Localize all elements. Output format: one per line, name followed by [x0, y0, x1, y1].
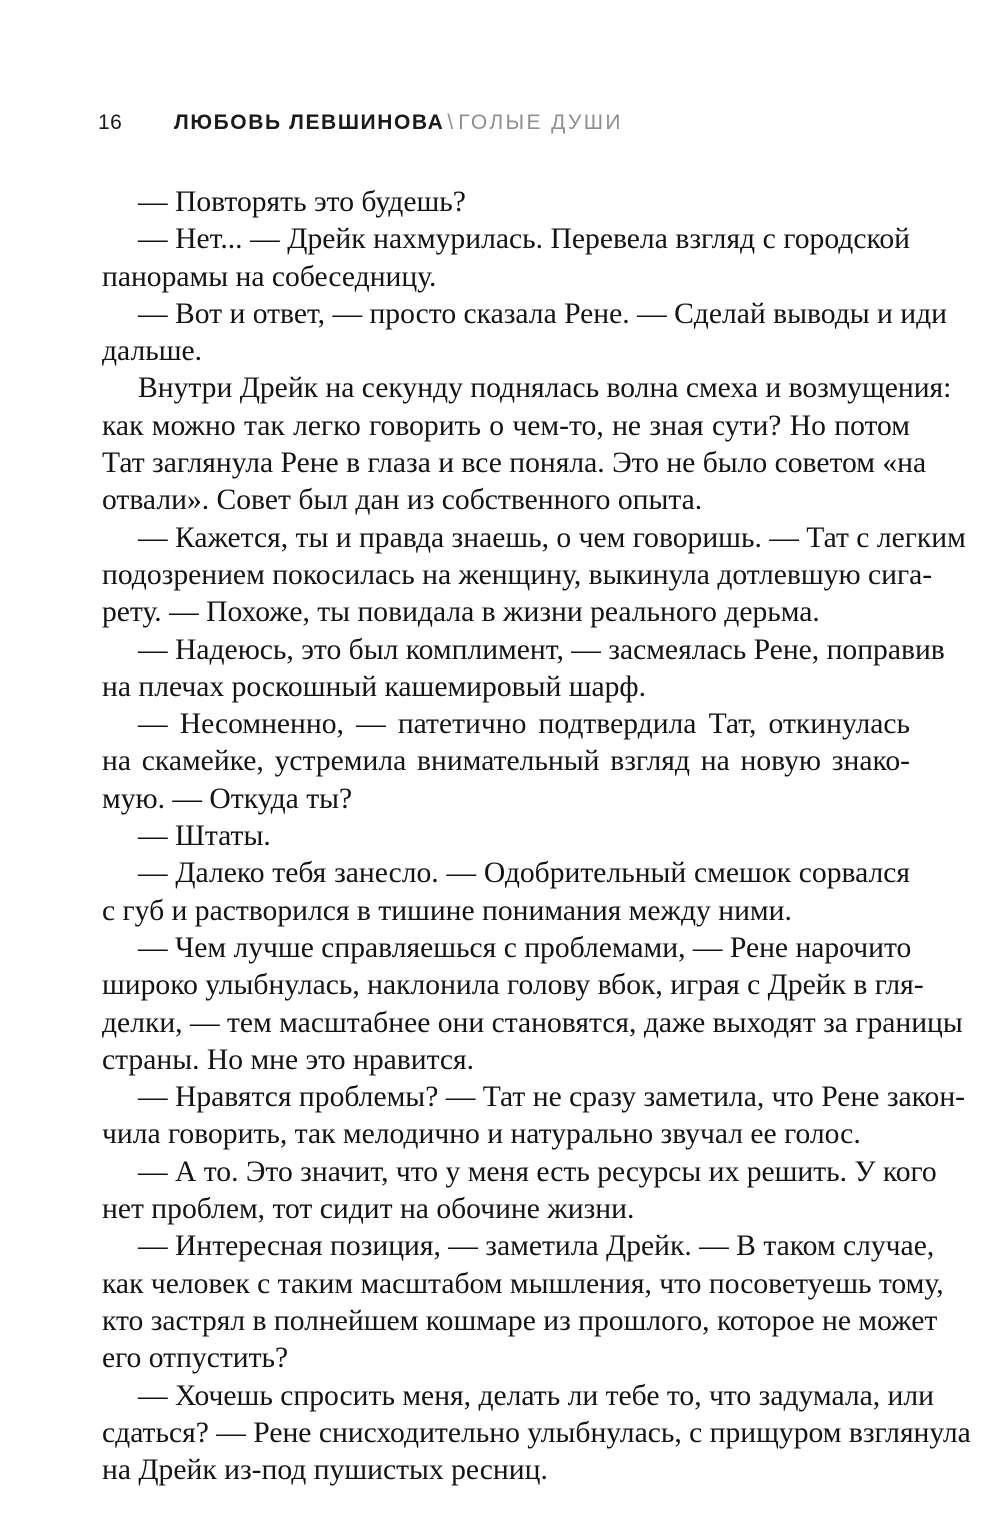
text-line: нет проблем, тот сидит на обочине жизни.: [102, 1193, 635, 1226]
text-line: страны. Но мне это нравится.: [102, 1043, 475, 1076]
text-line: — Повторять это будешь?: [138, 186, 466, 218]
text-line: — Хочешь спросить меня, делать ли тебе то, что задумала, или: [138, 1379, 934, 1412]
text-line: рету. — Похоже, ты повидала в жизни реального дерьма.: [102, 596, 820, 629]
text-line: Внутри Дрейк на секунду поднялась волна смеха и возмущения:: [138, 372, 952, 405]
text-line: отвали». Совет был дан из собственного опыта.: [102, 484, 703, 517]
text-line: — Кажется, ты и правда знаешь, о чем говоришь. — Тат с легким: [138, 521, 966, 554]
book-title: ГОЛЫЕ ДУШИ: [458, 111, 623, 134]
body-text: [102, 184, 971, 1489]
text-line: дальше.: [102, 335, 203, 368]
page-number: 16: [98, 111, 123, 134]
text-line: подозрением покосилась на женщину, выкинула дотлевшую сига-: [102, 558, 933, 591]
text-line: его отпустить?: [102, 1342, 289, 1375]
text-line: — Далеко тебя занесло. — Одобрительный смешок сорвался: [138, 857, 910, 890]
header-separator: \: [447, 111, 455, 134]
text-line: кто застрял в полнейшем кошмаре из прошлого, которое не может: [102, 1304, 938, 1337]
text-line: на плечах роскошный кашемировый шарф.: [102, 670, 647, 703]
text-line: с губ и растворился в тишине понимания между ними.: [102, 894, 792, 927]
text-line: чила говорить, так мелодично и натурально звучал ее голос.: [102, 1118, 861, 1151]
text-line: — Несомненно, — патетично подтвердила Тат, откинулась: [138, 708, 910, 741]
text-line: как можно так легко говорить о чем-то, не зная сути? Но потом: [102, 409, 910, 442]
text-line: делки, — тем масштабнее они становятся, даже выходят за границы: [102, 1006, 963, 1039]
text-line: на скамейке, устремила внимательный взгляд на новую знако-: [102, 745, 910, 778]
text-line: — Вот и ответ, — просто сказала Рене. — Сделай выводы и иди: [138, 297, 948, 330]
text-line: как человек с таким масштабом мышления, что посоветуешь тому,: [102, 1267, 944, 1300]
text-line: сдаться? — Рене снисходительно улыбнулась, с прищуром взглянула: [102, 1416, 971, 1449]
text-line: на Дрейк из-под пушистых ресниц.: [102, 1454, 548, 1487]
text-line: — Штаты.: [138, 820, 271, 853]
text-line: панорамы на собеседницу.: [102, 260, 437, 293]
text-line: широко улыбнулась, наклонила голову вбок, играя с Дрейк в гля-: [102, 969, 924, 1002]
text-line: Тат заглянула Рене в глаза и все поняла. Это не было советом «на: [102, 447, 927, 480]
text-line: — Надеюсь, это был комплимент, — засмеялась Рене, поправив: [138, 633, 945, 666]
text-line: — А то. Это значит, что у меня есть ресурсы их решить. У кого: [138, 1155, 937, 1188]
text-line: — Нет... — Дрейк нахмурилась. Перевела взгляд с городской: [138, 223, 910, 256]
running-header: [98, 108, 623, 138]
text-line: — Интересная позиция, — заметила Дрейк. — В таком случае,: [138, 1230, 935, 1263]
text-line: — Чем лучше справляешься с проблемами, — Рене нарочито: [138, 931, 912, 964]
author-name: ЛЮБОВЬ ЛЕВШИНОВА: [174, 111, 445, 134]
text-line: мую. — Откуда ты?: [102, 782, 353, 815]
text-line: — Нравятся проблемы? — Тат не сразу заметила, что Рене закон-: [138, 1081, 966, 1114]
